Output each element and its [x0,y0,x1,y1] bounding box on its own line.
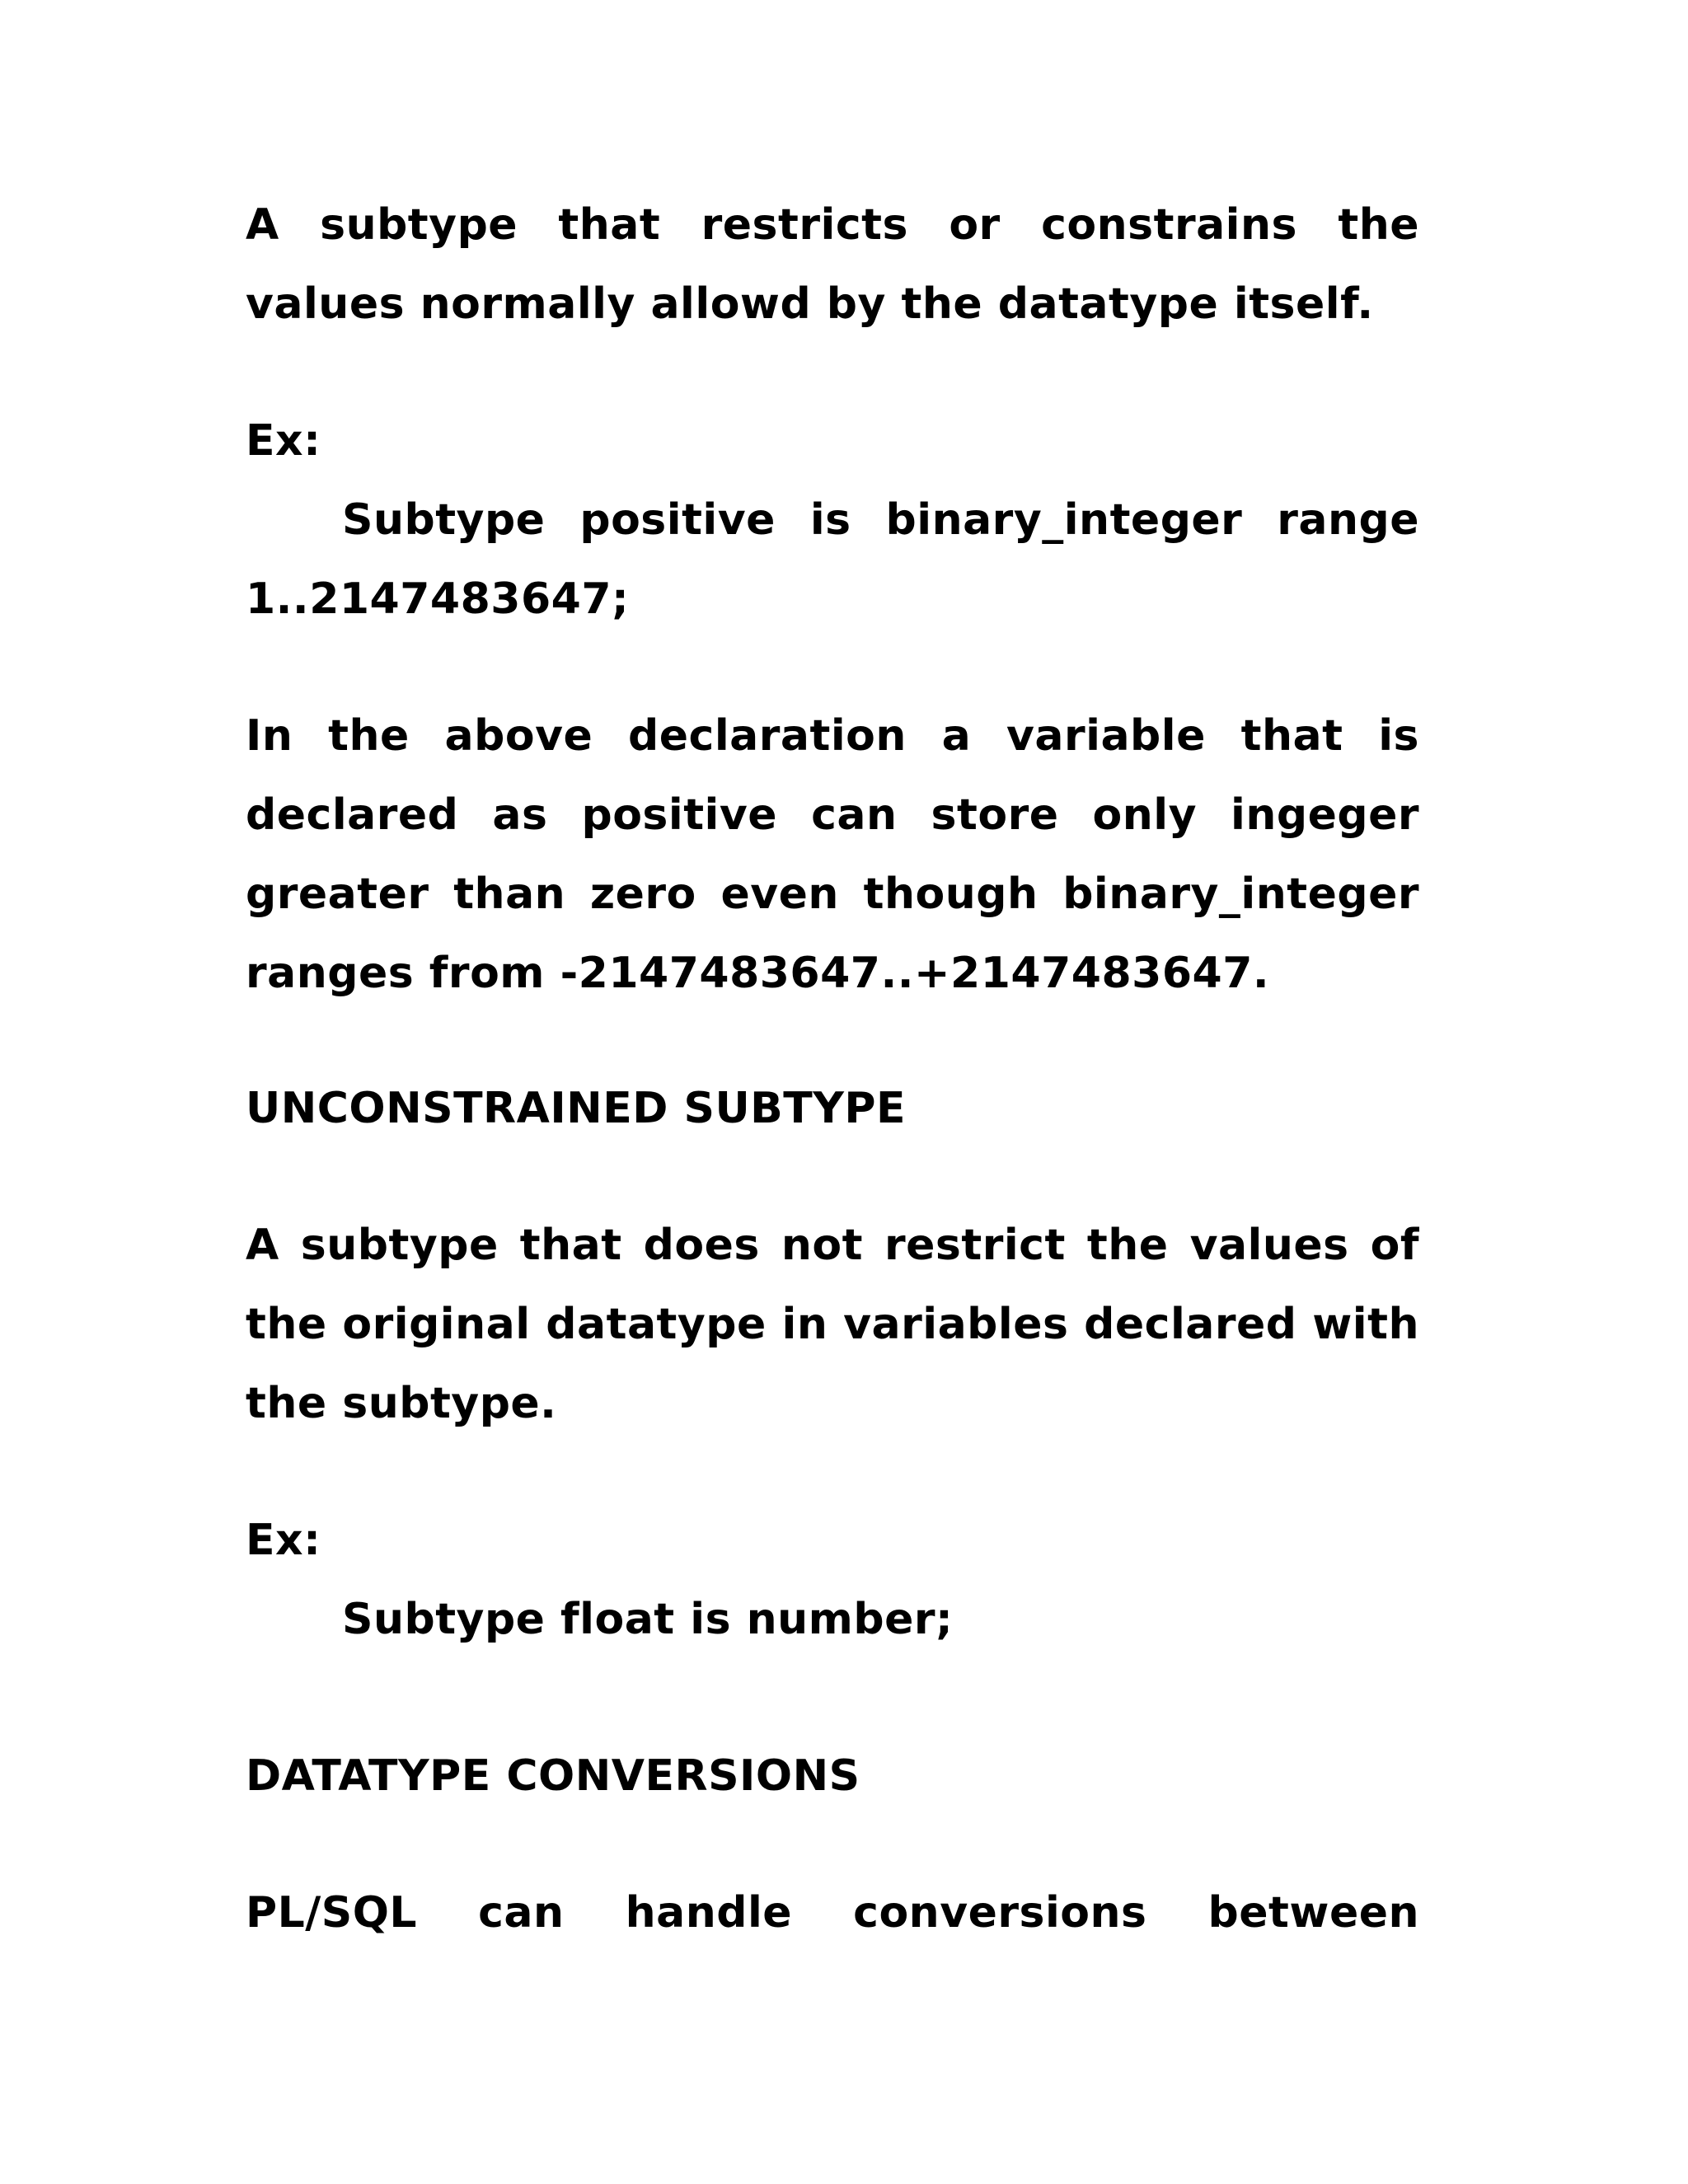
paragraph-line: PL/SQL can handle conversions between [246,1888,1419,1938]
code-line: Subtype float is number; [342,1595,954,1644]
paragraph-line: In the above declaration a variable that is [246,711,1419,761]
paragraph-line: greater than zero even though binary_integer [246,869,1419,919]
paragraph-line: declared as positive can store only ingeger [246,790,1419,840]
paragraph-line: values normally allowd by the datatype itself. [246,279,1374,329]
paragraph-line: ranges from -2147483647..+2147483647. [246,949,1270,998]
example-label: Ex: [246,416,321,466]
paragraph-line: A subtype that restricts or constrains the [246,200,1419,250]
code-line: Subtype positive is binary_integer range [342,495,1419,545]
paragraph-line: A subtype that does not restrict the values of [246,1221,1419,1270]
paragraph-line: the subtype. [246,1379,557,1428]
code-line: 1..2147483647; [246,574,630,624]
paragraph-line: the original datatype in variables declared with [246,1300,1419,1349]
section-heading: UNCONSTRAINED SUBTYPE [246,1084,907,1133]
example-label: Ex: [246,1516,321,1565]
section-heading: DATATYPE CONVERSIONS [246,1751,860,1801]
